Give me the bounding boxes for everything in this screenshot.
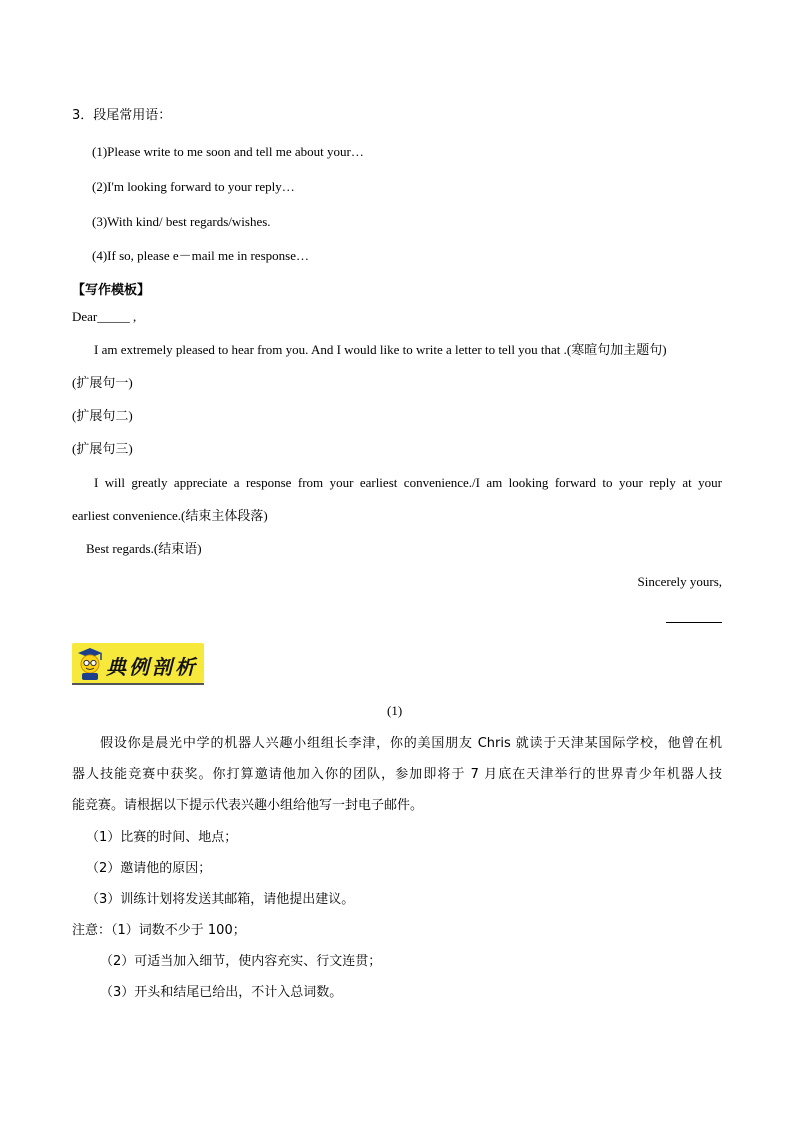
example-note: （3）开头和结尾已给出，不计入总词数。 xyxy=(100,985,343,1000)
example-point: （1）比赛的时间、地点； xyxy=(86,830,238,845)
closing-phrase-item: (3)With kind/ best regards/wishes. xyxy=(92,214,271,229)
closing-phrase-item: (4)If so, please e－mail me in response… xyxy=(92,248,309,263)
banner-underline xyxy=(72,683,204,685)
example-note: （2）可适当加入细节，使内容充实、行文连贯； xyxy=(100,954,382,969)
template-extension-2: (扩展句二) xyxy=(72,408,133,423)
template-closing-line-1: I will greatly appreciate a response from your earliest convenience./I am looking forward to your reply at your xyxy=(94,475,722,490)
template-sign-off: Sincerely yours, xyxy=(637,574,722,589)
signature-line xyxy=(666,622,722,623)
example-banner xyxy=(72,643,204,685)
template-salutation: Dear_____ , xyxy=(72,309,137,324)
example-prompt-line-1: 假设你是晨光中学的机器人兴趣小组组长李津，你的美国朋友 Chris 就读于天津某国际学校，他曾在机 xyxy=(100,736,722,751)
scholar-graduate-icon xyxy=(74,645,106,681)
closing-phrase-item: (1)Please write to me soon and tell me about your… xyxy=(92,144,364,159)
template-extension-1: (扩展句一) xyxy=(72,375,133,390)
example-number: (1) xyxy=(387,703,403,718)
banner-title: 典例剖析 xyxy=(106,655,198,679)
example-note: 注意：（1）词数不少于 100； xyxy=(72,923,246,938)
template-extension-3: (扩展句三) xyxy=(72,441,133,456)
closing-phrases-heading: 3．段尾常用语： xyxy=(72,108,172,123)
template-heading: 【写作模板】 xyxy=(72,283,151,298)
example-prompt-line-3: 能竞赛。请根据以下提示代表兴趣小组给他写一封电子邮件。 xyxy=(72,798,424,813)
template-closing-line-2: earliest convenience.(结束主体段落) xyxy=(72,508,268,523)
closing-phrase-item: (2)I'm looking forward to your reply… xyxy=(92,179,295,194)
template-opening: I am extremely pleased to hear from you. And I would like to write a letter to tell you that .(寒暄句加主题句) xyxy=(94,342,667,357)
example-point: （3）训练计划将发送其邮箱，请他提出建议。 xyxy=(86,892,355,907)
template-regards: Best regards.(结束语) xyxy=(86,541,202,556)
example-prompt-line-2: 器人技能竞赛中获奖。你打算邀请他加入你的团队，参加即将于 7 月底在天津举行的世界青少年机器人技 xyxy=(72,767,722,782)
example-point: （2）邀请他的原因； xyxy=(86,861,212,876)
